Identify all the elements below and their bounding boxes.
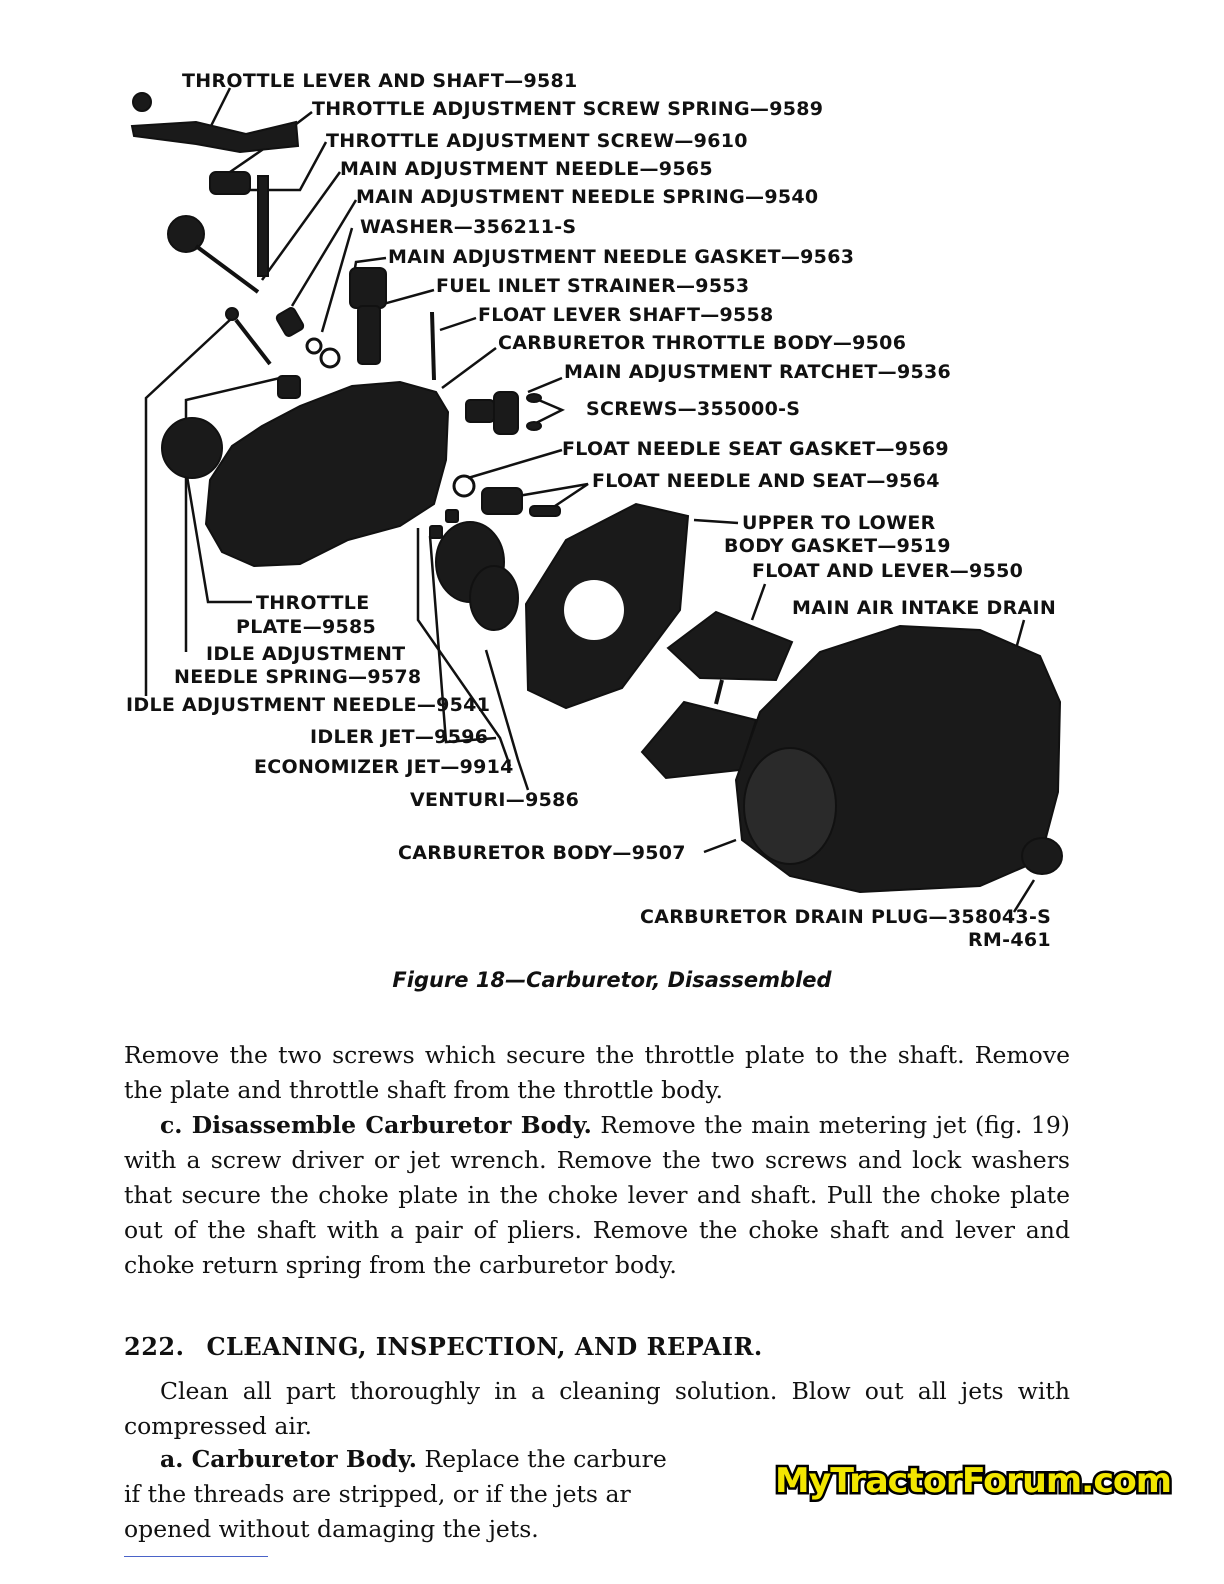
label-screws: SCREWS—355000-S xyxy=(586,398,801,420)
label-idler-jet: IDLER JET—9596 xyxy=(310,726,489,748)
label-main-air-intake-drain: MAIN AIR INTAKE DRAIN xyxy=(792,597,1057,619)
label-float-needle-seat-gasket: FLOAT NEEDLE SEAT GASKET—9569 xyxy=(562,438,949,460)
section-title: CLEANING, INSPECTION, AND REPAIR. xyxy=(206,1332,763,1361)
label-fuel-inlet-strainer: FUEL INLET STRAINER—9553 xyxy=(436,275,750,297)
paragraph-disassemble-body-text: Remove the main metering jet (fig. 19) with a screw driver or jet wrench. Remove the two screws and lock washers that secure the choke plate in the choke lever and shaft. Pull the choke plate out of the shaft with a pair of pliers. Remove the choke shaft and lever and choke return spring from the carburetor body. xyxy=(124,1111,1070,1279)
fuel-inlet-strainer xyxy=(350,268,386,364)
watermark-text: MyTractorForum.com xyxy=(775,1461,1171,1501)
label-carburetor-throttle-body: CARBURETOR THROTTLE BODY—9506 xyxy=(498,332,907,354)
paragraph-throttle-plate: Remove the two screws which secure the throttle plate to the shaft. Remove the plate and throttle shaft from the throttle body. xyxy=(124,1041,1070,1104)
label-main-adjustment-needle-gasket: MAIN ADJUSTMENT NEEDLE GASKET—9563 xyxy=(388,246,855,268)
main-adjustment-needle xyxy=(168,216,258,292)
label-plate: PLATE—9585 xyxy=(236,616,377,638)
figure-caption: Figure 18—Carburetor, Disassembled xyxy=(392,968,832,992)
washer xyxy=(307,339,321,353)
label-economizer-jet: ECONOMIZER JET—9914 xyxy=(254,756,514,778)
subheading-disassemble-carburetor-body: c. Disassemble Carburetor Body. xyxy=(160,1111,592,1139)
paragraph-disassemble-body xyxy=(124,1108,1070,1283)
label-carburetor-body: CARBURETOR BODY—9507 xyxy=(398,842,686,864)
label-throttle-adjustment-screw-spring: THROTTLE ADJUSTMENT SCREW SPRING—9589 xyxy=(312,98,824,120)
section-heading xyxy=(124,1332,763,1361)
label-body-gasket: BODY GASKET—9519 xyxy=(724,535,951,557)
needle-spring xyxy=(275,307,304,338)
screws xyxy=(527,394,541,430)
section-number: 222. xyxy=(124,1332,185,1361)
float-needle-and-seat xyxy=(482,488,560,516)
idle-adjustment-needle xyxy=(226,308,270,364)
label-float-lever-shaft: FLOAT LEVER SHAFT—9558 xyxy=(478,304,774,326)
label-float-needle-and-seat: FLOAT NEEDLE AND SEAT—9564 xyxy=(592,470,940,492)
float-needle-seat-gasket xyxy=(454,476,474,496)
throttle-plate xyxy=(162,418,222,478)
mytractorforum-logo xyxy=(770,1452,1176,1504)
carburetor-throttle-body xyxy=(206,382,448,566)
footnote-rule xyxy=(124,1556,268,1557)
label-float-and-lever: FLOAT AND LEVER—9550 xyxy=(752,560,1024,582)
paragraph-cleaning: Clean all part thoroughly in a cleaning solution. Blow out all jets with compressed air. xyxy=(124,1377,1070,1440)
paragraph-carburetor-body xyxy=(124,1442,744,1547)
economizer-jet xyxy=(430,526,442,538)
label-carburetor-drain-plug: CARBURETOR DRAIN PLUG—358043-S xyxy=(640,906,1052,928)
venturi xyxy=(436,522,518,630)
idle-needle-spring xyxy=(278,376,300,398)
label-idle-adjustment-needle: IDLE ADJUSTMENT NEEDLE—9541 xyxy=(126,694,491,716)
needle-gasket xyxy=(321,349,339,367)
subheading-carburetor-body: a. Carburetor Body. xyxy=(160,1445,417,1473)
carburetor-body-line-1: Replace the carbure xyxy=(424,1445,667,1473)
label-main-adjustment-ratchet: MAIN ADJUSTMENT RATCHET—9536 xyxy=(564,361,952,383)
label-washer: WASHER—356211-S xyxy=(360,216,577,238)
label-main-adjustment-needle: MAIN ADJUSTMENT NEEDLE—9565 xyxy=(340,158,713,180)
label-venturi: VENTURI—9586 xyxy=(410,789,580,811)
label-figure-code: RM-461 xyxy=(968,929,1051,951)
label-throttle-lever-and-shaft: THROTTLE LEVER AND SHAFT—9581 xyxy=(182,70,578,92)
label-main-adjustment-needle-spring: MAIN ADJUSTMENT NEEDLE SPRING—9540 xyxy=(356,186,819,208)
label-throttle: THROTTLE xyxy=(256,592,370,614)
idler-jet xyxy=(446,510,458,522)
float-lever-shaft xyxy=(432,312,434,380)
label-needle-spring: NEEDLE SPRING—9578 xyxy=(174,666,422,688)
main-adjustment-ratchet xyxy=(466,392,518,434)
label-throttle-adjustment-screw: THROTTLE ADJUSTMENT SCREW—9610 xyxy=(326,130,748,152)
carburetor-drain-plug xyxy=(1022,838,1062,874)
carburetor-body-line-2: if the threads are stripped, or if the jets ar xyxy=(124,1480,631,1508)
carburetor-body-line-3: opened without damaging the jets. xyxy=(124,1515,539,1543)
label-idle-adjustment: IDLE ADJUSTMENT xyxy=(206,643,406,665)
label-upper-to-lower: UPPER TO LOWER xyxy=(742,512,936,534)
